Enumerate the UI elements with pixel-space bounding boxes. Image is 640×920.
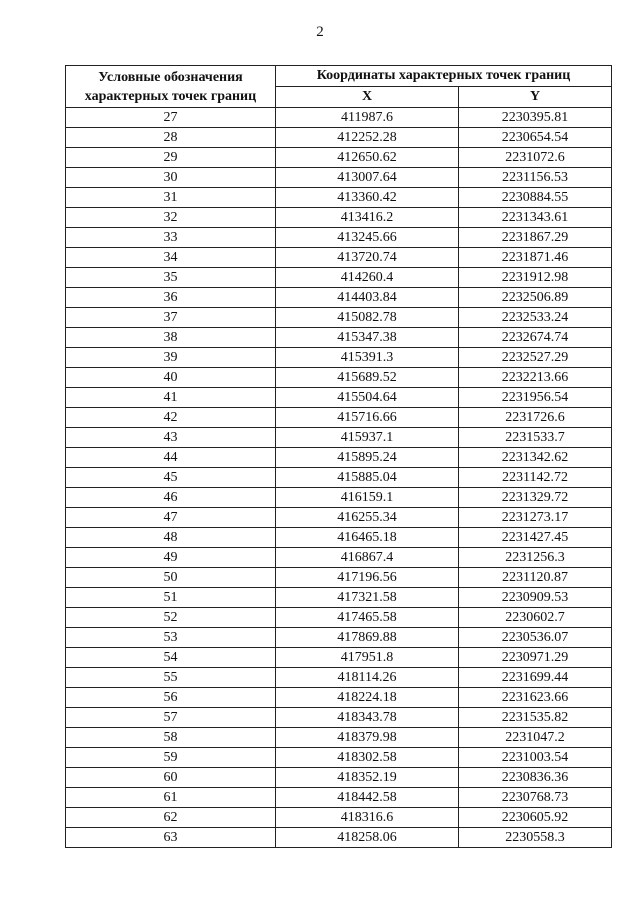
- table-row: [66, 548, 612, 568]
- x-coordinate-cell: 416255.34: [276, 508, 459, 528]
- table-row: [66, 768, 612, 788]
- point-number-cell: 60: [66, 768, 276, 788]
- table-row: [66, 368, 612, 388]
- y-coordinate-cell: 2231120.87: [459, 568, 612, 588]
- y-coordinate-cell: 2231003.54: [459, 748, 612, 768]
- x-coordinate-cell: 417465.58: [276, 608, 459, 628]
- y-coordinate-cell: 2232527.29: [459, 348, 612, 368]
- y-coordinate-cell: 2231867.29: [459, 228, 612, 248]
- x-coordinate-cell: 417321.58: [276, 588, 459, 608]
- point-number-cell: 36: [66, 288, 276, 308]
- point-number-cell: 48: [66, 528, 276, 548]
- y-coordinate-cell: 2230605.92: [459, 808, 612, 828]
- point-number-cell: 59: [66, 748, 276, 768]
- x-coordinate-cell: 412650.62: [276, 148, 459, 168]
- table-row: [66, 788, 612, 808]
- x-coordinate-cell: 415391.3: [276, 348, 459, 368]
- table-row: [66, 428, 612, 448]
- table-row: [66, 328, 612, 348]
- y-coordinate-cell: 2231699.44: [459, 668, 612, 688]
- y-coordinate-cell: 2231342.62: [459, 448, 612, 468]
- header-y: Y: [459, 87, 612, 108]
- point-number-cell: 62: [66, 808, 276, 828]
- point-number-cell: 50: [66, 568, 276, 588]
- table-row: [66, 728, 612, 748]
- point-number-cell: 27: [66, 108, 276, 128]
- x-coordinate-cell: 418379.98: [276, 728, 459, 748]
- table-row: [66, 308, 612, 328]
- point-number-cell: 57: [66, 708, 276, 728]
- point-number-cell: 44: [66, 448, 276, 468]
- point-number-cell: 46: [66, 488, 276, 508]
- x-coordinate-cell: 418224.18: [276, 688, 459, 708]
- x-coordinate-cell: 418114.26: [276, 668, 459, 688]
- y-coordinate-cell: 2230395.81: [459, 108, 612, 128]
- table-row: [66, 688, 612, 708]
- table-header: [66, 66, 612, 108]
- x-coordinate-cell: 416867.4: [276, 548, 459, 568]
- x-coordinate-cell: 416465.18: [276, 528, 459, 548]
- point-number-cell: 40: [66, 368, 276, 388]
- x-coordinate-cell: 415347.38: [276, 328, 459, 348]
- table-row: [66, 568, 612, 588]
- x-coordinate-cell: 413007.64: [276, 168, 459, 188]
- table-row: [66, 108, 612, 128]
- point-number-cell: 28: [66, 128, 276, 148]
- point-number-cell: 54: [66, 648, 276, 668]
- x-coordinate-cell: 413720.74: [276, 248, 459, 268]
- point-number-cell: 58: [66, 728, 276, 748]
- table-row: [66, 488, 612, 508]
- x-coordinate-cell: 413245.66: [276, 228, 459, 248]
- point-number-cell: 56: [66, 688, 276, 708]
- y-coordinate-cell: 2231256.3: [459, 548, 612, 568]
- point-number-cell: 39: [66, 348, 276, 368]
- point-number-cell: 42: [66, 408, 276, 428]
- table-row: [66, 228, 612, 248]
- y-coordinate-cell: 2230971.29: [459, 648, 612, 668]
- point-number-cell: 61: [66, 788, 276, 808]
- x-coordinate-cell: 415716.66: [276, 408, 459, 428]
- point-number-cell: 41: [66, 388, 276, 408]
- x-coordinate-cell: 418352.19: [276, 768, 459, 788]
- point-number-cell: 53: [66, 628, 276, 648]
- point-number-cell: 33: [66, 228, 276, 248]
- x-coordinate-cell: 417869.88: [276, 628, 459, 648]
- x-coordinate-cell: 415082.78: [276, 308, 459, 328]
- y-coordinate-cell: 2231726.6: [459, 408, 612, 428]
- table-row: [66, 288, 612, 308]
- table-row: [66, 628, 612, 648]
- table-row: [66, 168, 612, 188]
- header-x: X: [276, 87, 459, 108]
- x-coordinate-cell: 415504.64: [276, 388, 459, 408]
- y-coordinate-cell: 2230836.36: [459, 768, 612, 788]
- y-coordinate-cell: 2230602.7: [459, 608, 612, 628]
- point-number-cell: 49: [66, 548, 276, 568]
- y-coordinate-cell: 2232674.74: [459, 328, 612, 348]
- y-coordinate-cell: 2231871.46: [459, 248, 612, 268]
- y-coordinate-cell: 2231047.2: [459, 728, 612, 748]
- table-row: [66, 468, 612, 488]
- table-row: [66, 188, 612, 208]
- point-number-cell: 32: [66, 208, 276, 228]
- table-row: [66, 208, 612, 228]
- y-coordinate-cell: 2231533.7: [459, 428, 612, 448]
- x-coordinate-cell: 416159.1: [276, 488, 459, 508]
- table-row: [66, 668, 612, 688]
- point-number-cell: 47: [66, 508, 276, 528]
- y-coordinate-cell: 2230654.54: [459, 128, 612, 148]
- table-row: [66, 248, 612, 268]
- x-coordinate-cell: 411987.6: [276, 108, 459, 128]
- table-row: [66, 268, 612, 288]
- x-coordinate-cell: 417196.56: [276, 568, 459, 588]
- header-coordinates: Координаты характерных точек границ: [276, 66, 612, 87]
- y-coordinate-cell: 2231956.54: [459, 388, 612, 408]
- header-point-designation: Условные обозначения характерных точек границ: [66, 66, 276, 108]
- x-coordinate-cell: 415689.52: [276, 368, 459, 388]
- x-coordinate-cell: 414403.84: [276, 288, 459, 308]
- table-row: [66, 508, 612, 528]
- x-coordinate-cell: 418316.6: [276, 808, 459, 828]
- x-coordinate-cell: 418442.58: [276, 788, 459, 808]
- point-number-cell: 35: [66, 268, 276, 288]
- point-number-cell: 29: [66, 148, 276, 168]
- table-body: [66, 108, 612, 848]
- table-row: [66, 388, 612, 408]
- point-number-cell: 55: [66, 668, 276, 688]
- table-row: [66, 608, 612, 628]
- y-coordinate-cell: 2232213.66: [459, 368, 612, 388]
- x-coordinate-cell: 415895.24: [276, 448, 459, 468]
- x-coordinate-cell: 417951.8: [276, 648, 459, 668]
- table-row: [66, 648, 612, 668]
- table-row: [66, 128, 612, 148]
- y-coordinate-cell: 2231623.66: [459, 688, 612, 708]
- y-coordinate-cell: 2231329.72: [459, 488, 612, 508]
- table-row: [66, 708, 612, 728]
- table-row: [66, 148, 612, 168]
- x-coordinate-cell: 414260.4: [276, 268, 459, 288]
- y-coordinate-cell: 2231912.98: [459, 268, 612, 288]
- table-row: [66, 748, 612, 768]
- table-row: [66, 588, 612, 608]
- x-coordinate-cell: 415937.1: [276, 428, 459, 448]
- coordinates-table: [65, 65, 612, 848]
- x-coordinate-cell: 418343.78: [276, 708, 459, 728]
- y-coordinate-cell: 2231343.61: [459, 208, 612, 228]
- x-coordinate-cell: 415885.04: [276, 468, 459, 488]
- y-coordinate-cell: 2231156.53: [459, 168, 612, 188]
- y-coordinate-cell: 2231535.82: [459, 708, 612, 728]
- table-row: [66, 828, 612, 848]
- point-number-cell: 51: [66, 588, 276, 608]
- point-number-cell: 34: [66, 248, 276, 268]
- y-coordinate-cell: 2230536.07: [459, 628, 612, 648]
- x-coordinate-cell: 412252.28: [276, 128, 459, 148]
- table-row: [66, 448, 612, 468]
- y-coordinate-cell: 2230768.73: [459, 788, 612, 808]
- point-number-cell: 31: [66, 188, 276, 208]
- page-number: 2: [316, 24, 324, 40]
- y-coordinate-cell: 2230558.3: [459, 828, 612, 848]
- x-coordinate-cell: 418258.06: [276, 828, 459, 848]
- y-coordinate-cell: 2232533.24: [459, 308, 612, 328]
- point-number-cell: 30: [66, 168, 276, 188]
- y-coordinate-cell: 2230909.53: [459, 588, 612, 608]
- y-coordinate-cell: 2231142.72: [459, 468, 612, 488]
- point-number-cell: 43: [66, 428, 276, 448]
- y-coordinate-cell: 2231427.45: [459, 528, 612, 548]
- x-coordinate-cell: 413416.2: [276, 208, 459, 228]
- y-coordinate-cell: 2231072.6: [459, 148, 612, 168]
- point-number-cell: 37: [66, 308, 276, 328]
- point-number-cell: 45: [66, 468, 276, 488]
- table-row: [66, 408, 612, 428]
- point-number-cell: 63: [66, 828, 276, 848]
- point-number-cell: 52: [66, 608, 276, 628]
- table-row: [66, 348, 612, 368]
- table-row: [66, 528, 612, 548]
- y-coordinate-cell: 2230884.55: [459, 188, 612, 208]
- y-coordinate-cell: 2231273.17: [459, 508, 612, 528]
- point-number-cell: 38: [66, 328, 276, 348]
- x-coordinate-cell: 413360.42: [276, 188, 459, 208]
- table-row: [66, 808, 612, 828]
- y-coordinate-cell: 2232506.89: [459, 288, 612, 308]
- x-coordinate-cell: 418302.58: [276, 748, 459, 768]
